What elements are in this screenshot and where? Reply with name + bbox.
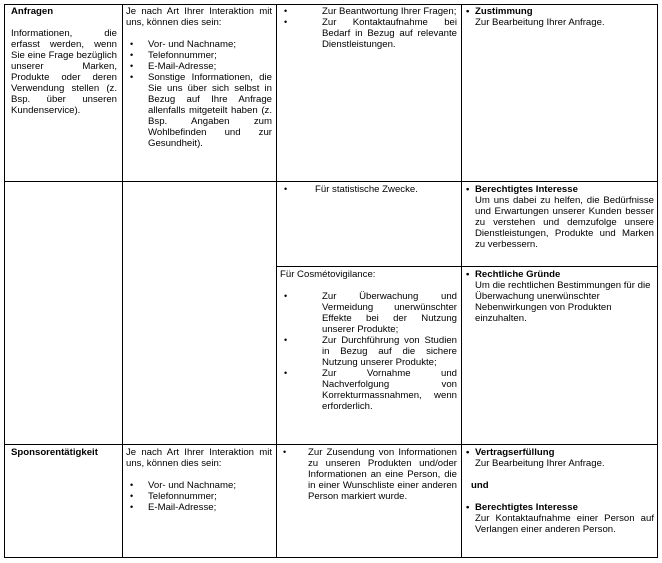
basis-title: • Rechtliche Gründe — [465, 269, 654, 280]
purpose-list — [280, 184, 457, 195]
list-item: • Für statistische Zwecke. — [280, 184, 457, 195]
list-item: • Zur Vornahme und Nachverfolgung von Korrekturmassnahmen, wenn erforderlich. — [280, 368, 457, 412]
data-list — [126, 39, 272, 149]
column-divider-2 — [276, 4, 277, 558]
basis-text: Zur Bearbeitung Ihrer Anfrage. — [475, 17, 605, 28]
purpose-cell-cosmetovigilance — [280, 269, 457, 412]
data-intro: Je nach Art Ihrer Interaktion mit uns, können dies sein: — [126, 6, 272, 28]
basis-cell-inquiries — [465, 6, 654, 28]
list-item: • Zur Kontaktaufnahme bei Bedarf in Bezug auf relevante Dienstleistungen. — [280, 17, 457, 50]
basis-title: • Berechtigtes Interesse — [465, 184, 654, 195]
table-border-bottom — [4, 557, 658, 558]
table-border-left — [4, 4, 5, 558]
category-cell-inquiries — [11, 6, 117, 116]
list-item: • E-Mail-Adresse; — [126, 502, 272, 513]
category-title: Anfragen — [11, 6, 54, 17]
purpose-list — [280, 291, 457, 412]
basis-title: • Berechtigtes Interesse — [465, 502, 654, 513]
data-list — [126, 480, 272, 513]
purpose-cell-inquiries — [280, 6, 457, 50]
column-divider-1 — [122, 4, 123, 558]
row-divider-2 — [4, 444, 658, 445]
basis-text: Um uns dabei zu helfen, die Bedürfnisse und Erwartungen unserer Kunden besser zu verstehen und demzufolge unsere Dienstleistungen, Produkte und Marken zu verbessern. — [475, 195, 654, 250]
basis-connector: und — [471, 480, 489, 491]
list-item: • Telefonnummer; — [126, 491, 272, 502]
data-cell-inquiries — [126, 6, 272, 149]
list-item: • Vor- und Nachname; — [126, 480, 272, 491]
list-item: • Zur Zusendung von Informationen zu unseren Produkten und/oder Informationen an eine Person, die in einer Wunschliste einer anderen Person markiert wurde. — [280, 447, 457, 502]
category-title: Sponsorentätigkeit — [11, 447, 98, 458]
privacy-table — [4, 4, 658, 558]
purpose-list — [280, 6, 457, 50]
data-cell-sponsoring — [126, 447, 272, 513]
list-item: • Vor- und Nachname; — [126, 39, 272, 50]
basis-title: • Zustimmung — [465, 6, 654, 17]
row-divider-1 — [4, 181, 658, 182]
basis-text: Um die rechtlichen Bestimmungen für die Überwachung unerwünschter Nebenwirkungen von Produkten einzuhalten. — [475, 280, 651, 324]
category-description: Informationen, die erfasst werden, wenn Sie eine Frage bezüglich unserer Marken, Produkte oder deren Verwendung stellen (z. Bsp. über unseren Kundenservice). — [11, 28, 117, 116]
category-cell-sponsoring — [11, 447, 119, 458]
purpose-intro: Für Cosmétovigilance: — [280, 269, 376, 280]
list-item: • Telefonnummer; — [126, 50, 272, 61]
list-item: • Zur Überwachung und Vermeidung unerwünschter Effekte bei der Nutzung unserer Produkte; — [280, 291, 457, 335]
basis-text: Zur Kontaktaufnahme einer Person auf Verlangen einer anderen Person. — [475, 513, 654, 535]
list-item: • Sonstige Informationen, die Sie uns über sich selbst in Bezug auf Ihre Anfrage allenfalls mitgeteilt haben (z. Bsp. Angaben zum Wohlbefinden und zur Gesundheit). — [126, 72, 272, 149]
table-border-top — [4, 4, 658, 5]
column-divider-3 — [461, 4, 462, 558]
basis-title: • Vertragserfüllung — [465, 447, 654, 458]
purpose-cell-sponsoring — [280, 447, 457, 502]
basis-cell-cosmetovigilance — [465, 269, 654, 324]
basis-text: Zur Bearbeitung Ihrer Anfrage. — [475, 458, 605, 469]
basis-cell-statistics — [465, 184, 654, 250]
purpose-list — [280, 447, 457, 502]
subrow-divider — [276, 266, 658, 267]
list-item: • Zur Beantwortung Ihrer Fragen; — [280, 6, 457, 17]
table-border-right — [657, 4, 658, 558]
basis-cell-sponsoring — [465, 447, 654, 535]
list-item: • Zur Durchführung von Studien in Bezug auf die sichere Nutzung unserer Produkte; — [280, 335, 457, 368]
purpose-cell-statistics — [280, 184, 457, 195]
list-item: • E-Mail-Adresse; — [126, 61, 272, 72]
data-intro: Je nach Art Ihrer Interaktion mit uns, können dies sein: — [126, 447, 272, 469]
